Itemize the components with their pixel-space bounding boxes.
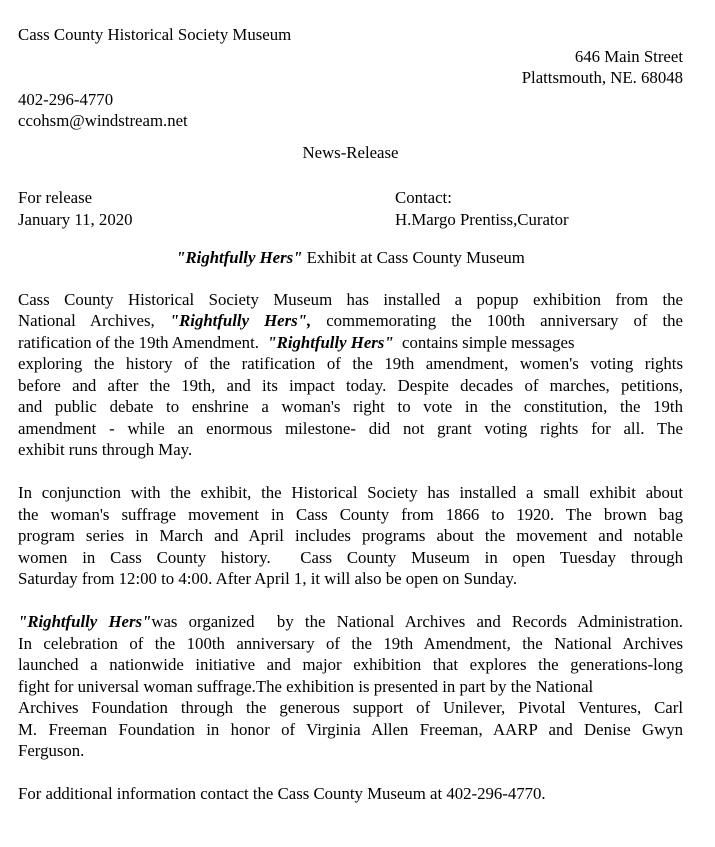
- address-block: [18, 46, 683, 89]
- release-label: For release: [18, 188, 93, 207]
- body-text: contains simple messages: [393, 332, 575, 352]
- body-text: Saturday from 12:00 to 4:00. After April 1, it will also be open on Sunday.: [18, 569, 518, 588]
- text-line: [18, 719, 683, 741]
- paragraph-4: [18, 783, 683, 805]
- text-line: [18, 353, 683, 375]
- release-contact-row: [18, 187, 683, 230]
- body-text: exhibit runs through May.: [18, 440, 193, 459]
- email-address: ccohsm@windstream.net: [18, 111, 188, 130]
- body-emphasis: "Rightfully Hers",: [169, 311, 312, 330]
- headline-text: Exhibit at Cass County Museum: [302, 248, 525, 267]
- text-line: [18, 289, 683, 311]
- text-line: [18, 418, 683, 440]
- body-text: In conjunction with the exhibit, the Historical Society has installed a small exhibit about: [18, 483, 683, 502]
- text-line: [18, 568, 683, 590]
- body-text: M. Freeman Foundation in honor of Virginia Allen Freeman, AARP and Denise Gwyn: [18, 719, 683, 739]
- text-line: [18, 654, 683, 676]
- paragraph-2: [18, 482, 683, 590]
- text-line: [18, 697, 683, 719]
- headline-emphasis: "Rightfully Hers": [176, 248, 303, 267]
- release-info-block: [18, 187, 395, 230]
- article-body: [18, 289, 683, 805]
- contact-label: Contact:: [395, 188, 452, 207]
- body-text: ratification of the 19th Amendment.: [18, 332, 268, 352]
- body-text: For additional information contact the Cass County Museum at 402-296-4770.: [18, 784, 546, 803]
- text-line: [18, 482, 683, 504]
- body-text: fight for universal woman suffrage.The exhibition is presented in part by the National: [18, 676, 594, 696]
- text-line: [18, 740, 683, 762]
- body-text: amendment - while an enormous milestone- did not grant voting rights for all. The: [18, 418, 683, 438]
- text-line: [18, 332, 683, 354]
- release-date: January 11, 2020: [18, 209, 133, 229]
- text-line: [18, 396, 683, 418]
- address-line-1: 646 Main Street: [574, 46, 683, 66]
- text-line: [18, 547, 683, 569]
- org-name: Cass County Historical Society Museum: [18, 25, 292, 44]
- body-text: launched a nationwide initiative and major exhibition that explores the generations-long: [18, 655, 683, 674]
- body-text: exploring the history of the ratification of the 19th amendment, women's voting rights: [18, 354, 683, 373]
- body-text: commemorating the 100th anniversary of the: [311, 311, 683, 330]
- text-line: [18, 525, 683, 547]
- body-text: was organized by the National Archives and Records Administration.: [151, 612, 684, 631]
- phone-number: 402-296-4770: [18, 89, 114, 109]
- paragraph-3: [18, 611, 683, 762]
- body-text: program series in March and April includes programs about the movement and notable: [18, 526, 683, 545]
- paragraph-1: [18, 289, 683, 461]
- text-line: [18, 310, 683, 332]
- headline: [18, 247, 683, 269]
- body-emphasis: "Rightfully Hers": [18, 612, 152, 631]
- body-text: Ferguson.: [18, 741, 85, 760]
- body-emphasis: "Rightfully Hers": [267, 332, 394, 352]
- text-line: [18, 375, 683, 397]
- body-text: the woman's suffrage movement in Cass County from 1866 to 1920. The brown bag: [18, 504, 683, 524]
- body-text: Archives Foundation through the generous support of Unilever, Pivotal Ventures, Carl: [18, 698, 683, 717]
- text-line: [18, 611, 683, 633]
- document-type-title: News-Release: [302, 142, 399, 162]
- body-text: In celebration of the 100th anniversary of the 19th Amendment, the National Archives: [18, 633, 683, 653]
- text-line: [18, 504, 683, 526]
- address-line-2: Plattsmouth, NE. 68048: [521, 68, 683, 87]
- contact-person: H.Margo Prentiss,Curator: [395, 209, 569, 229]
- body-text: before and after the 19th, and its impact today. Despite decades of marches, petitions,: [18, 375, 683, 395]
- body-text: and public debate to enshrine a woman's right to vote in the constitution, the 19th: [18, 397, 683, 416]
- body-text: Cass County Historical Society Museum has installed a popup exhibition from the: [18, 289, 683, 309]
- text-line: [18, 633, 683, 655]
- text-line: [18, 676, 683, 698]
- body-text: National Archives,: [18, 311, 170, 330]
- contact-info-block: [395, 187, 683, 230]
- text-line: [18, 439, 683, 461]
- body-text: women in Cass County history. Cass County Museum in open Tuesday through: [18, 547, 683, 567]
- text-line: [18, 783, 683, 805]
